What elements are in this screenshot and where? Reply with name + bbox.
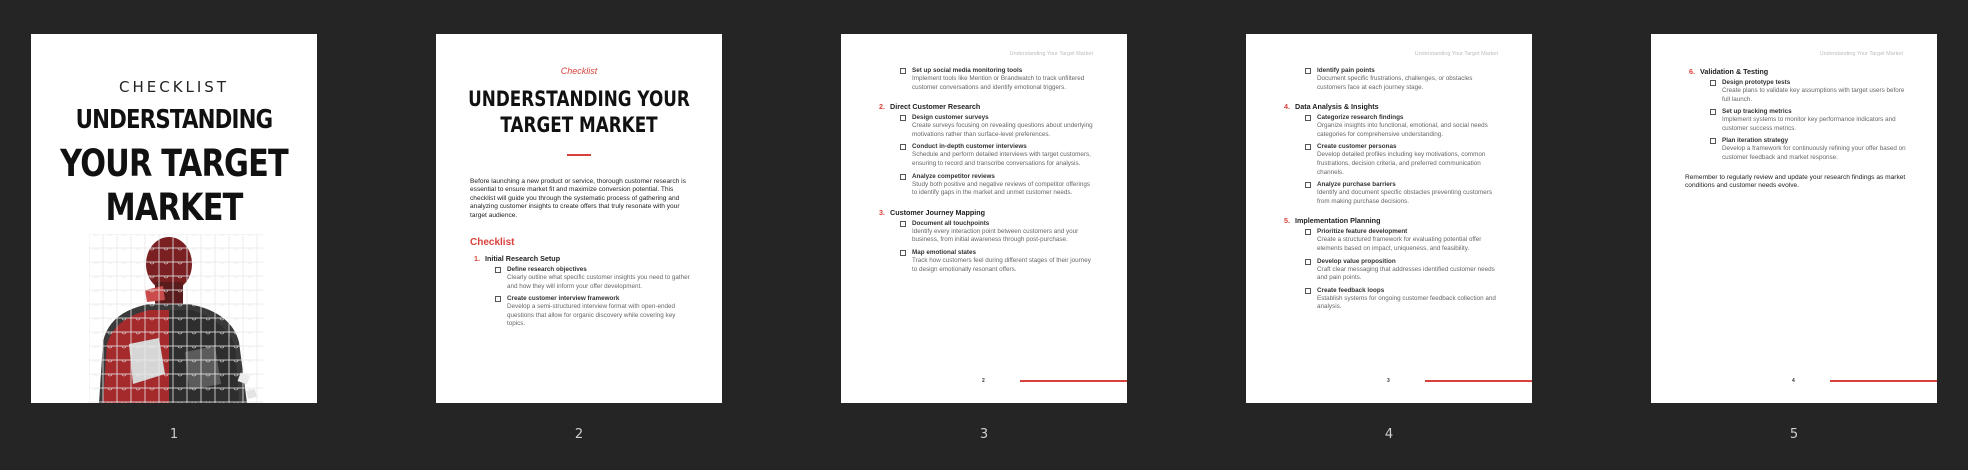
checklist-item: Set up tracking metrics Implement systems to monitor key performance indicators and customer success metrics. [1701, 108, 1907, 133]
checklist-item: Create customer interview framework Develop a semi-structured interview format with open-ended questions that allow for organic discovery while covering key topics. [486, 295, 692, 329]
running-header: Understanding Your Target Market [1819, 51, 1903, 57]
checkbox[interactable] [1305, 144, 1311, 150]
checkbox[interactable] [900, 144, 906, 150]
checkbox[interactable] [1305, 182, 1311, 188]
section-heading: Checklist [470, 237, 515, 248]
checkbox[interactable] [1710, 80, 1716, 86]
closing-note: Remember to regularly review and update your research findings as market conditions and customer needs evolve. [1685, 173, 1906, 190]
checkbox[interactable] [1305, 68, 1311, 74]
checklist-item: Analyze competitor reviews Study both positive and negative reviews of competitor offerings to identify gaps in the market and unmet customer needs. [891, 173, 1097, 198]
checklist-item: Analyze purchase barriers Identify and document specific obstacles preventing customers from making purchase decisions. [1296, 181, 1502, 206]
checkbox[interactable] [900, 250, 906, 256]
checklist-content [875, 67, 1097, 278]
page-thumbnail-2[interactable] [436, 34, 722, 403]
checklist-item: Create feedback loops Establish systems for ongoing customer feedback collection and analysis. [1296, 287, 1502, 312]
section-title: 6. Validation & Testing [1689, 67, 1769, 76]
section-title: 5. Implementation Planning [1284, 216, 1381, 226]
cover-title-line-1: UNDERSTANDING [75, 105, 273, 135]
checkbox[interactable] [900, 221, 906, 227]
thumbnail-number: 3 [979, 427, 989, 442]
cover-title-line-3: MARKET [105, 186, 243, 229]
page-thumbnail-4[interactable] [1246, 34, 1532, 403]
checklist-item: Design customer surveys Create surveys focusing on revealing questions about underlying motivations rather than surface-level preferences. [891, 114, 1097, 139]
checkbox[interactable] [1305, 259, 1311, 265]
running-header: Understanding Your Target Market [1414, 51, 1498, 57]
checkbox[interactable] [1710, 138, 1716, 144]
section-title: 3. Customer Journey Mapping [879, 207, 986, 217]
thumbnail-number: 1 [169, 427, 179, 442]
section-title: 4. Data Analysis & Insights [1284, 102, 1379, 112]
puzzle-person-illustration [89, 234, 263, 403]
checklist-item: Prioritize feature development Create a structured framework for evaluating potential offer elements based on impact, uniqueness, and feasibility. [1296, 228, 1502, 253]
checklist-item: Set up social media monitoring tools Implement tools like Mention or Brandwatch to track unfiltered customer conversations and identify emotional triggers. [891, 67, 1097, 92]
checklist-content [1685, 67, 1907, 191]
checkbox[interactable] [1305, 115, 1311, 121]
page-thumbnail-5[interactable] [1651, 34, 1937, 403]
checkbox[interactable] [1305, 288, 1311, 294]
checkbox[interactable] [900, 115, 906, 121]
checklist-item: Identify pain points Document specific frustrations, challenges, or obstacles customers face at each journey stage. [1296, 67, 1502, 92]
checklist-item: Conduct in-depth customer interviews Schedule and perform detailed interviews with target customers, ensuring to record and transcribe conversations for analysis. [891, 143, 1097, 168]
thumbnail-number: 2 [574, 427, 584, 442]
checklist-item: Categorize research findings Organize insights into functional, emotional, and social needs categories for comprehensive understanding. [1296, 114, 1502, 139]
checklist-content [1280, 67, 1502, 316]
footer-accent-line [1830, 380, 1937, 382]
checklist-item: Plan iteration strategy Develop a framework for continuously refining your offer based on customer feedback and market response. [1701, 137, 1907, 162]
checklist-item: Map emotional states Track how customers feel during different stages of their journey to design emotionally resonant offers. [891, 249, 1097, 274]
checklist-label: Checklist [560, 66, 598, 76]
checklist-item: Define research objectives Clearly outline what specific customer insights you need to gather and how they will inform your offer development. [486, 266, 692, 291]
page-footer-number: 4 [1792, 378, 1795, 384]
intro-paragraph: Before launching a new product or service, thorough customer research is essential to ensure market fit and maximize conversion potential. This checklist will guide you through the systematic process of gathering and analyzing customer insights to create offers that truly resonate with your target audience. [470, 178, 686, 219]
checkbox[interactable] [1305, 229, 1311, 235]
running-header: Understanding Your Target Market [1009, 51, 1093, 57]
checkbox[interactable] [900, 68, 906, 74]
thumbnail-number: 4 [1384, 427, 1394, 442]
checklist-item: Document all touchpoints Identify every interaction point between customers and your business, from initial awareness through post-purchase. [891, 220, 1097, 245]
cover-kicker: CHECKLIST [118, 78, 229, 96]
thumbnail-number: 5 [1789, 427, 1799, 442]
page-footer-number: 2 [982, 378, 985, 384]
section-title: 1. Initial Research Setup [474, 254, 561, 263]
checklist-item: Develop value proposition Craft clear messaging that addresses identified customer needs and pain points. [1296, 258, 1502, 283]
checkbox[interactable] [495, 296, 501, 302]
page-title: UNDERSTANDING YOUR TARGET MARKET [468, 87, 690, 137]
footer-accent-line [1020, 380, 1127, 382]
section-title: 2. Direct Customer Research [879, 102, 981, 112]
checkbox[interactable] [900, 174, 906, 180]
title-divider [567, 154, 591, 156]
footer-accent-line [1425, 380, 1532, 382]
checklist-content [470, 254, 692, 333]
cover-title-line-2: YOUR TARGET [60, 142, 288, 185]
checkbox[interactable] [1710, 109, 1716, 115]
checklist-item: Create customer personas Develop detailed profiles including key motivations, common frustrations, decision criteria, and preferred communication channels. [1296, 143, 1502, 177]
checkbox[interactable] [495, 267, 501, 273]
page-thumbnail-3[interactable] [841, 34, 1127, 403]
page-thumbnail-1[interactable] [31, 34, 317, 403]
checklist-item: Design prototype tests Create plans to validate key assumptions with target users before full launch. [1701, 79, 1907, 104]
page-footer-number: 3 [1387, 378, 1390, 384]
